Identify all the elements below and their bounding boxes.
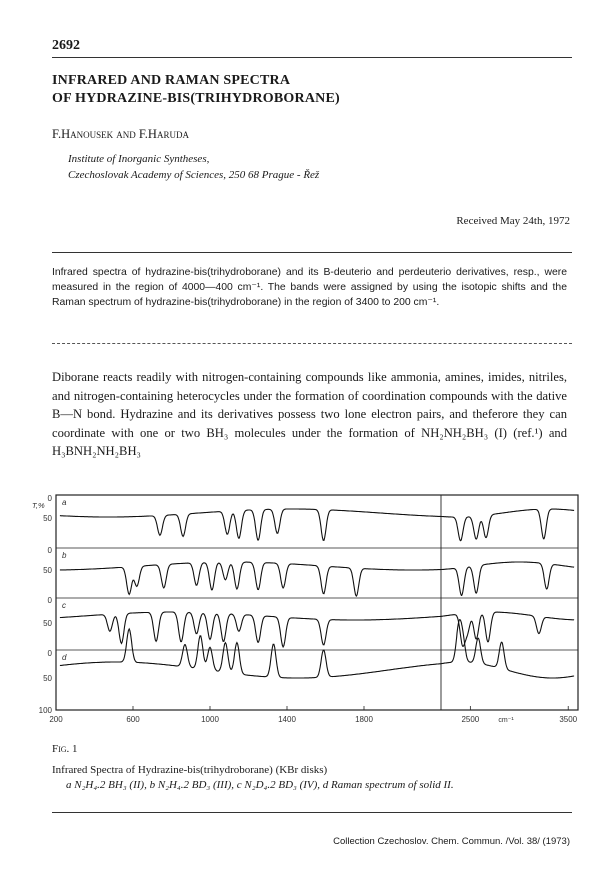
- x-tick-label: 1000: [201, 715, 219, 724]
- y-tick-label: 0: [47, 546, 52, 555]
- x-tick-label: 1400: [278, 715, 296, 724]
- x-tick-label: 2500: [461, 715, 480, 724]
- spectrum-line-b: [60, 562, 574, 596]
- body-text: Diborane reacts readily with nitrogen-containing compounds like ammonia, amines, imides, nitriles, and nitrogen-containing heterocycles under the formation of coordination compounds with the dative B—N bond. Hydrazine and its derivatives possess two lone electron pairs, and theferore they can coordinate with one or two BH₃ molecules under the formation of NH₂NH₂BH₃ (I) (ref.¹) and H₃BNH₂NH₂BH₃: [52, 370, 567, 458]
- spectrum-line-a: [60, 509, 574, 541]
- y-tick-label: 0: [47, 649, 52, 658]
- panel-letter: c: [62, 601, 66, 610]
- y-tick-label: 100: [38, 706, 52, 715]
- abstract-top-rule: [52, 252, 572, 253]
- affiliation-line-2: Czechoslovak Academy of Sciences, 250 68 Prague - Řež: [68, 169, 320, 181]
- y-tick-label: 50: [43, 566, 52, 575]
- y-tick-label: 50: [43, 619, 52, 628]
- x-tick-label: 1800: [355, 715, 373, 724]
- journal-footer: Collection Czechoslov. Chem. Commun. /Vol. 38/ (1973): [333, 836, 570, 847]
- affiliation: [68, 151, 319, 183]
- header-rule: [52, 57, 572, 58]
- x-tick-label: 600: [126, 715, 140, 724]
- x-tick-label: 200: [49, 715, 63, 724]
- spectrum-line-d: [60, 620, 574, 678]
- spectrum-line-c: [60, 612, 574, 647]
- x-tick-label: 3500: [559, 715, 578, 724]
- y-tick-label: 50: [43, 514, 52, 523]
- x-axis-unit: cm⁻¹: [498, 717, 514, 724]
- figure-caption: [52, 742, 567, 793]
- title-line-1: INFRARED AND RAMAN SPECTRA: [52, 73, 291, 88]
- y-tick-label: 0: [47, 494, 52, 503]
- caption-rule: [52, 812, 572, 813]
- affiliation-line-1: Institute of Inorganic Syntheses,: [68, 153, 210, 165]
- abstract: Infrared spectra of hydrazine-bis(trihydroborane) and its B-deuterio and perdeuterio derivatives, resp., were measured in the region of 4000—400 cm⁻¹. The bands were assigned by using the isotopic shifts and the Raman spectrum of hydrazine-bis(trihydroborane) in the region of 3400 to 200 cm⁻¹.: [52, 267, 567, 308]
- panel-letter: a: [62, 498, 67, 507]
- figure-label: Fig. 1: [52, 743, 78, 755]
- figure-title: Infrared Spectra of Hydrazine-bis(trihydroborane) (KBr disks): [52, 764, 328, 776]
- page-number: 2692: [52, 38, 80, 53]
- panel-letter: d: [62, 653, 67, 662]
- article-title: [52, 72, 340, 108]
- abstract-bottom-rule: [52, 343, 572, 344]
- panel-letter: b: [62, 551, 67, 560]
- figure-legend: a N₂H₄.2 BH₃ (II), b N₂H₄.2 BD₃ (III), c N₂D₄.2 BD₃ (IV), d Raman spectrum of solid II.: [66, 779, 454, 791]
- spectra-figure: [30, 490, 580, 730]
- title-line-2: OF HYDRAZINE-BIS(TRIHYDROBORANE): [52, 91, 340, 106]
- y-tick-label: 0: [47, 596, 52, 605]
- y-tick-label: 50: [43, 674, 52, 683]
- y-axis-label: T,%: [32, 501, 45, 510]
- authors: F.Hanousek and F.Haruda: [52, 127, 189, 141]
- received-date: Received May 24th, 1972: [456, 215, 570, 227]
